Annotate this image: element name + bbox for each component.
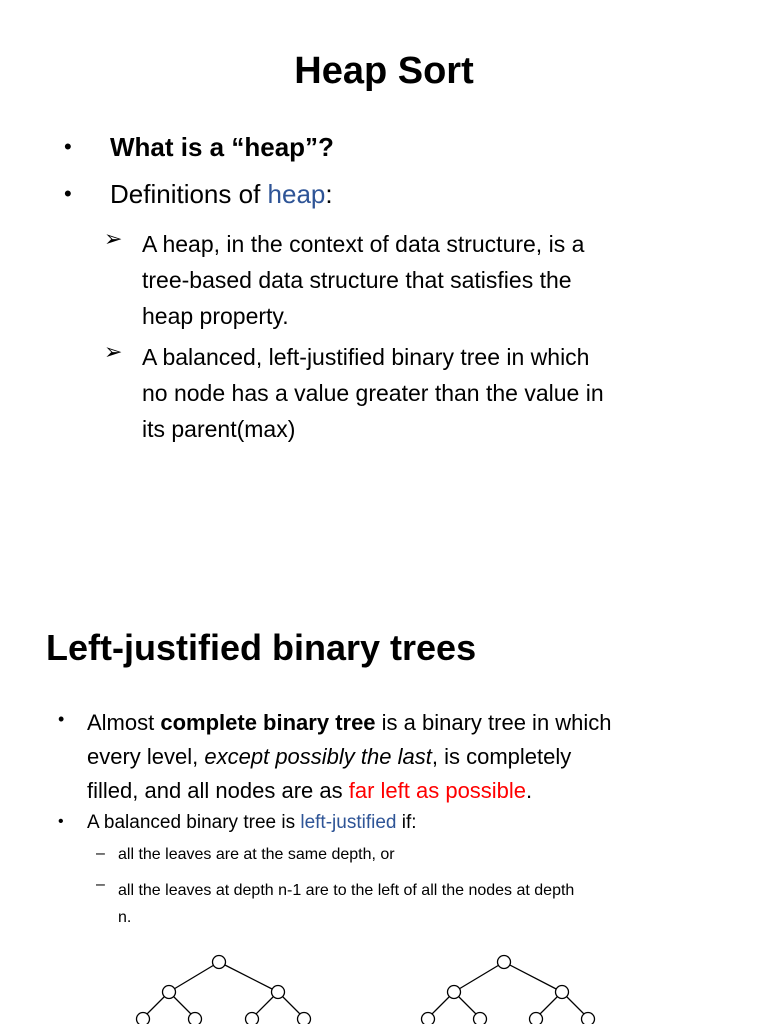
text-line: its parent(max) xyxy=(142,416,296,442)
definitions-suffix: : xyxy=(325,179,333,209)
tree-node xyxy=(582,1013,595,1024)
bullet-marker: • xyxy=(64,181,72,206)
tree-node xyxy=(246,1013,259,1024)
tree-node xyxy=(163,986,176,999)
bullet-complete-binary-tree xyxy=(87,706,612,808)
bullet-marker: • xyxy=(58,709,65,729)
tree-diagram-right xyxy=(422,956,595,1024)
tree-diagram-left xyxy=(137,956,311,1024)
tree-node xyxy=(498,956,511,969)
tree-node xyxy=(213,956,226,969)
text-line: filled, and all nodes are as far left as possible. xyxy=(87,778,533,803)
subbullet-balanced-tree xyxy=(142,339,604,447)
tree-diagrams xyxy=(0,940,768,1024)
dash-marker: – xyxy=(96,845,105,862)
text-line: heap property. xyxy=(142,303,289,329)
tree-node xyxy=(272,986,285,999)
definitions-prefix: Definitions of xyxy=(110,179,268,209)
bullet-left-justified: A balanced binary tree is left-justified if: xyxy=(87,812,417,833)
tree-node xyxy=(530,1013,543,1024)
tree-node xyxy=(422,1013,435,1024)
arrow-bullet-icon: ➢ xyxy=(104,339,123,364)
tree-node xyxy=(448,986,461,999)
tree-node xyxy=(189,1013,202,1024)
bullet-what-is-heap: What is a “heap”? xyxy=(110,132,334,162)
heap-link[interactable]: heap xyxy=(267,179,326,209)
bullet-definitions xyxy=(110,179,333,210)
subbullet-heap-definition xyxy=(142,226,584,334)
slide-title: Heap Sort xyxy=(294,50,474,92)
dash-item-depth-n xyxy=(118,877,574,931)
text-line: n. xyxy=(118,909,132,926)
text-line: Almost complete binary tree is a binary tree in which xyxy=(87,710,612,735)
bullet-marker: • xyxy=(58,813,64,830)
arrow-bullet-icon: ➢ xyxy=(104,226,123,251)
dash-item-same-depth: all the leaves are at the same depth, or xyxy=(118,846,395,863)
tree-node xyxy=(298,1013,311,1024)
far-left-highlight: far left as possible xyxy=(348,778,527,803)
text-line: no node has a value greater than the value in xyxy=(142,380,604,406)
text-line: every level, except possibly the last, is completely xyxy=(87,744,572,769)
slide-title: Left-justified binary trees xyxy=(46,627,477,668)
bullet-marker: • xyxy=(64,134,72,159)
text-line: A heap, in the context of data structure, is a xyxy=(142,231,585,257)
tree-node xyxy=(137,1013,150,1024)
dash-marker: – xyxy=(96,876,105,893)
tree-node xyxy=(556,986,569,999)
tree-node xyxy=(474,1013,487,1024)
left-justified-link[interactable]: left-justified xyxy=(300,812,397,833)
text-line: tree-based data structure that satisfies the xyxy=(142,267,572,293)
text-line: A balanced, left-justified binary tree in which xyxy=(142,344,590,370)
text-line: all the leaves at depth n-1 are to the left of all the nodes at depth xyxy=(118,882,575,899)
